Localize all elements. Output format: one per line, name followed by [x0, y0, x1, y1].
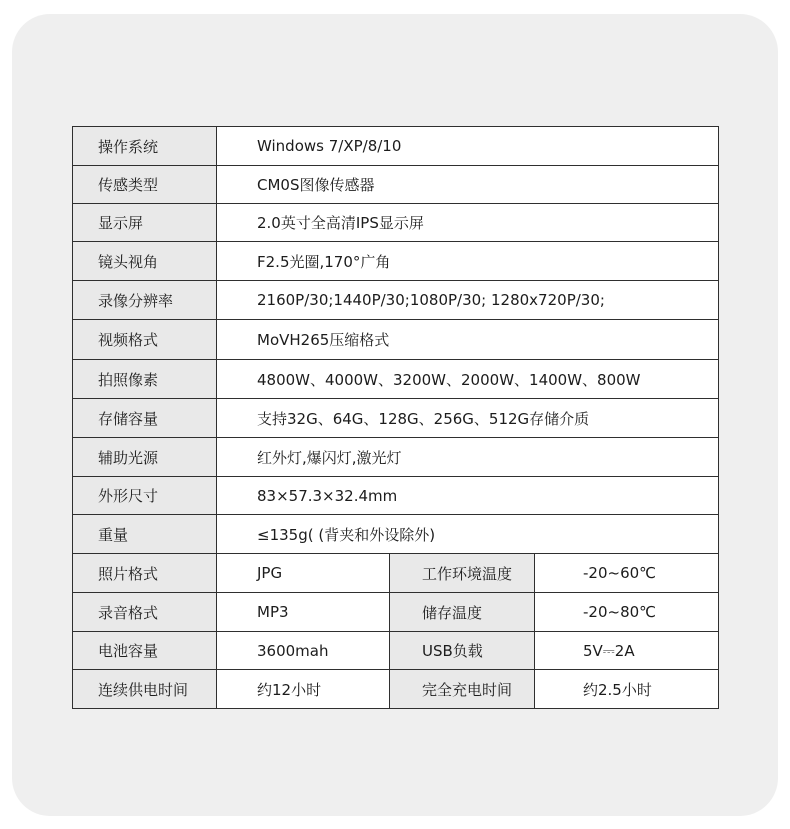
spec-row-dimensions: [73, 477, 719, 515]
spec-row-os: [73, 127, 719, 166]
spec-row-storage: [73, 399, 719, 438]
spec-value: 4800W、4000W、3200W、2000W、1400W、800W: [217, 360, 719, 399]
spec-value: MP3: [217, 593, 390, 632]
spec-label: 完全充电时间: [390, 670, 535, 709]
spec-label: 储存温度: [390, 593, 535, 632]
spec-row-photo-format: [73, 554, 719, 593]
spec-label: 录像分辨率: [73, 281, 217, 320]
spec-row-resolution: [73, 281, 719, 320]
spec-row-display: [73, 204, 719, 242]
spec-label: 传感类型: [73, 166, 217, 204]
spec-row-runtime: [73, 670, 719, 709]
spec-row-weight: [73, 515, 719, 554]
spec-row-video-format: [73, 320, 719, 360]
spec-value: Windows 7/XP/8/10: [217, 127, 719, 166]
spec-label: 视频格式: [73, 320, 217, 360]
spec-value: ≤135g( (背夹和外设除外): [217, 515, 719, 554]
spec-label: 外形尺寸: [73, 477, 217, 515]
spec-label: 辅助光源: [73, 438, 217, 477]
spec-value: JPG: [217, 554, 390, 593]
spec-label: 显示屏: [73, 204, 217, 242]
spec-row-battery: [73, 632, 719, 670]
spec-label: 照片格式: [73, 554, 217, 593]
spec-label: 镜头视角: [73, 242, 217, 281]
spec-label: 重量: [73, 515, 217, 554]
spec-value: -20~60℃: [535, 554, 719, 593]
spec-value: 2160P/30;1440P/30;1080P/30; 1280x720P/30;: [217, 281, 719, 320]
spec-table: [72, 126, 719, 709]
spec-value: 5V⎓2A: [535, 632, 719, 670]
spec-label: 录音格式: [73, 593, 217, 632]
spec-value: 红外灯,爆闪灯,激光灯: [217, 438, 719, 477]
spec-label: USB负载: [390, 632, 535, 670]
spec-value: 支持32G、64G、128G、256G、512G存储介质: [217, 399, 719, 438]
spec-label: 工作环境温度: [390, 554, 535, 593]
spec-value: 83×57.3×32.4mm: [217, 477, 719, 515]
spec-value: 2.0英寸全高清IPS显示屏: [217, 204, 719, 242]
spec-value: F2.5光圈,170°广角: [217, 242, 719, 281]
spec-row-sensor: [73, 166, 719, 204]
spec-row-photo-pixels: [73, 360, 719, 399]
spec-value: MoVH265压缩格式: [217, 320, 719, 360]
spec-label: 操作系统: [73, 127, 217, 166]
spec-row-audio-format: [73, 593, 719, 632]
spec-value: 3600mah: [217, 632, 390, 670]
spec-value: 约2.5小时: [535, 670, 719, 709]
spec-label: 连续供电时间: [73, 670, 217, 709]
spec-label: 拍照像素: [73, 360, 217, 399]
spec-label: 电池容量: [73, 632, 217, 670]
spec-value: 约12小时: [217, 670, 390, 709]
spec-row-lens: [73, 242, 719, 281]
spec-label: 存储容量: [73, 399, 217, 438]
spec-row-aux-light: [73, 438, 719, 477]
spec-value: CM0S图像传感器: [217, 166, 719, 204]
spec-value: -20~80℃: [535, 593, 719, 632]
